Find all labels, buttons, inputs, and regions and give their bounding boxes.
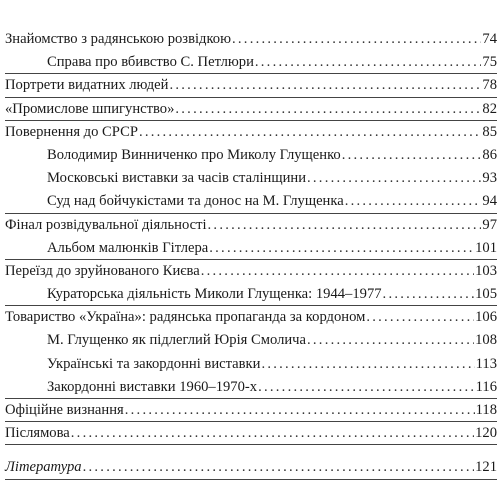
toc-entry-title: Портрети видатних людей bbox=[5, 77, 169, 94]
dot-leader bbox=[345, 190, 482, 213]
toc-entry[interactable] bbox=[5, 28, 497, 51]
toc-entry[interactable] bbox=[5, 74, 497, 97]
toc-entry-title: Повернення до СРСР bbox=[5, 123, 138, 140]
dot-leader bbox=[258, 376, 475, 399]
toc-subentry[interactable] bbox=[5, 167, 497, 190]
dot-leader bbox=[366, 306, 474, 329]
toc-entry-page-number: 97 bbox=[482, 216, 497, 233]
dot-leader bbox=[83, 456, 475, 479]
toc-entry-title: Знайомство з радянською розвідкою bbox=[5, 31, 231, 47]
toc-entry-page-number: 85 bbox=[482, 123, 497, 140]
dot-leader bbox=[201, 260, 474, 283]
toc-entry-page-number: 113 bbox=[475, 355, 497, 372]
toc-entry-title: Суд над бойчукістами та донос на М. Глущенка bbox=[47, 193, 344, 210]
dot-leader bbox=[383, 283, 475, 306]
toc-subentry[interactable] bbox=[5, 144, 497, 167]
toc-entry-page-number: 101 bbox=[475, 239, 497, 256]
toc-entry-title: Товариство «Україна»: радянська пропаганда за кордоном bbox=[5, 309, 366, 326]
toc-entry-title: Альбом малюнків Гітлера bbox=[47, 239, 209, 256]
dot-leader bbox=[261, 353, 474, 376]
dot-leader bbox=[169, 74, 481, 97]
toc-entry-title: М. Глущенко як підлеглий Юрія Смолича bbox=[47, 332, 307, 349]
toc-entry[interactable] bbox=[5, 306, 497, 329]
toc-entry-page-number: 118 bbox=[475, 402, 497, 418]
toc-subentry[interactable] bbox=[5, 190, 497, 213]
toc-entry-page-number: 75 bbox=[482, 54, 497, 71]
toc-entry-page-number: 106 bbox=[475, 309, 497, 326]
toc-entry[interactable] bbox=[5, 260, 497, 283]
dot-leader bbox=[208, 214, 482, 237]
toc-entry-title: Офіційне визнання bbox=[5, 402, 124, 418]
dot-leader bbox=[307, 167, 481, 190]
dot-leader bbox=[209, 237, 474, 260]
toc-subentry[interactable] bbox=[5, 237, 497, 260]
toc-entry[interactable] bbox=[5, 98, 497, 121]
toc-entry-title: Українські та закордонні виставки bbox=[47, 355, 261, 372]
toc-subentry[interactable] bbox=[5, 329, 497, 352]
toc-subentry[interactable] bbox=[5, 376, 497, 399]
toc-entry-page-number: 93 bbox=[482, 170, 497, 187]
toc-entry-title: Володимир Винниченко про Миколу Глущенко bbox=[47, 146, 341, 163]
toc-entry-title: «Промислове шпигунство» bbox=[5, 100, 175, 117]
toc-entry[interactable] bbox=[5, 121, 497, 144]
toc-entry[interactable] bbox=[5, 456, 497, 479]
toc-entry-page-number: 103 bbox=[475, 262, 497, 279]
toc-entry-title: Переїзд до зруйнованого Києва bbox=[5, 262, 200, 279]
dot-leader bbox=[139, 121, 481, 144]
toc-entry-title: Московські виставки за часів сталінщини bbox=[47, 170, 307, 187]
dot-leader bbox=[307, 329, 474, 352]
divider-rule bbox=[5, 479, 497, 480]
toc-entry[interactable] bbox=[5, 214, 497, 237]
toc-entry-title: Справа про вбивство С. Петлюри bbox=[47, 54, 254, 71]
toc-entry-page-number: 94 bbox=[482, 193, 497, 210]
toc-entry-page-number: 121 bbox=[475, 459, 497, 476]
toc-entry-title: Кураторська діяльність Миколи Глущенка: 1944–1977 bbox=[47, 286, 382, 303]
toc-entry-title: Закордонні виставки 1960–1970-х bbox=[47, 378, 258, 395]
toc-entry[interactable] bbox=[5, 399, 497, 422]
toc-subentry[interactable] bbox=[5, 283, 497, 306]
toc-entry-page-number: 82 bbox=[482, 100, 497, 117]
divider-rule bbox=[5, 444, 497, 445]
toc-entry-title: Фінал розвідувальної діяльності bbox=[5, 216, 207, 233]
toc-entry[interactable] bbox=[5, 422, 497, 445]
dot-leader bbox=[175, 98, 481, 121]
toc-entry-page-number: 86 bbox=[482, 146, 497, 163]
toc-entry-page-number: 116 bbox=[475, 378, 497, 395]
dot-leader bbox=[255, 51, 482, 74]
dot-leader bbox=[342, 144, 482, 167]
toc-entry-title: Література bbox=[5, 459, 82, 476]
toc-subentry[interactable] bbox=[5, 353, 497, 376]
dot-leader bbox=[71, 422, 474, 445]
toc-entry-page-number: 78 bbox=[482, 77, 497, 94]
dot-leader bbox=[232, 28, 481, 51]
toc-entry-page-number: 105 bbox=[475, 286, 497, 303]
dot-leader bbox=[125, 399, 475, 422]
toc-entry-page-number: 108 bbox=[475, 332, 497, 349]
toc-entry-page-number: 120 bbox=[475, 425, 497, 442]
table-of-contents bbox=[5, 28, 497, 480]
toc-subentry[interactable] bbox=[5, 51, 497, 74]
toc-entry-page-number: 74 bbox=[482, 31, 497, 47]
toc-entry-title: Післямова bbox=[5, 425, 70, 442]
